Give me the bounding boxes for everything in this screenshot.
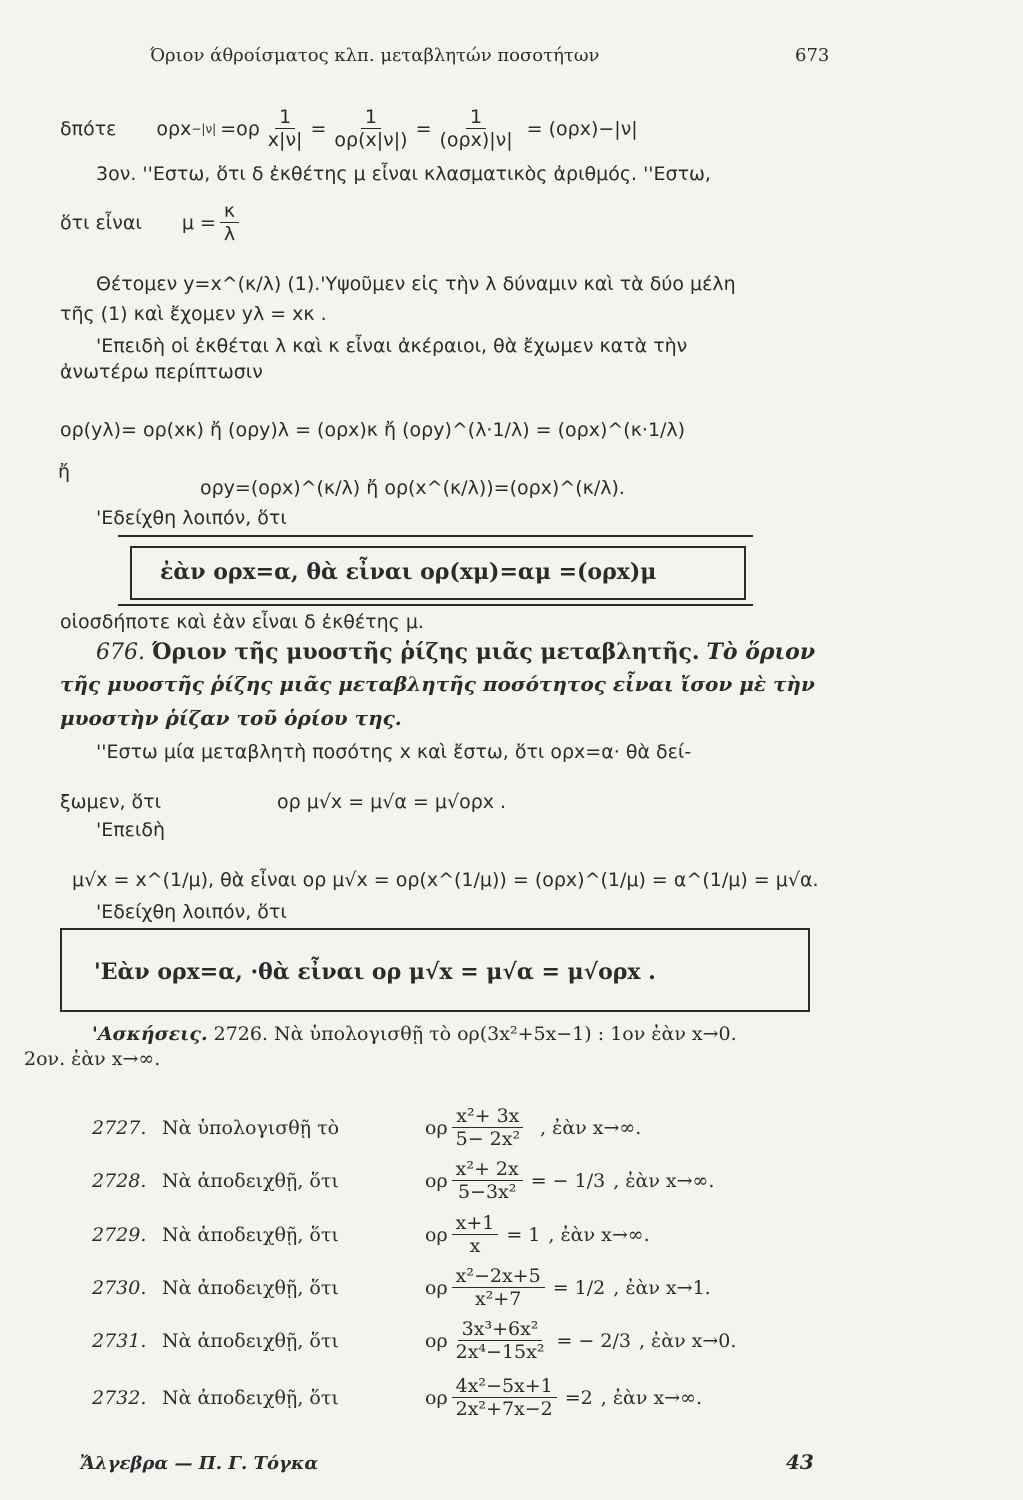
lhs-exponent: −|ν| xyxy=(191,121,217,136)
exercise-result: = − 2/3 xyxy=(556,1329,631,1352)
equation-line-1: ορ(yλ)= ορ(xκ) ἤ (ορy)λ = (ορx)κ ἤ (ορy)^(λ·1/λ) = (ορx)^(κ·1/λ) xyxy=(60,419,686,441)
limit-op: ορ xyxy=(425,1116,448,1139)
exercise-number: 2731. xyxy=(92,1329,147,1352)
since-line-1: 'Επειδὴ οἱ ἐκθέται λ καὶ κ εἶναι ἀκέραιοι, θὰ ἔχωμεν κατὰ τὴν xyxy=(96,335,688,357)
fraction-denominator: x xyxy=(469,1235,481,1257)
fraction-3: $\frac{1}{\text{(ορx)|ν|}}$ xyxy=(439,106,513,151)
fraction-numerator: 3x³+6x² xyxy=(458,1318,543,1341)
exercise-number: 2730. xyxy=(92,1276,147,1299)
statement-1: Τὸ ὅριον xyxy=(706,639,816,665)
exercise-row xyxy=(92,1158,714,1203)
rhs: = (ορx)−|ν| xyxy=(526,117,638,140)
fraction-denominator: 5− 2x² xyxy=(455,1128,521,1150)
limit-negative-power-line: δπότε ορx −|ν| =ορ $\frac{1}{x|\nu|}$ = $\frac{1}{o\rho(x|\nu|)}$ = $\frac{1}{\text{(ορx)|ν|}}$ = (ορx)−|ν| xyxy=(60,106,638,151)
exercise-fraction xyxy=(452,1212,499,1257)
exercise-2726: 2726. Νὰ ὑπολογισθῇ τὸ ορ(3x²+5x−1) : 1ον ἐὰν x→0. xyxy=(213,1023,737,1045)
exercise-row xyxy=(92,1265,711,1310)
limit-op: ορ xyxy=(425,1329,448,1352)
fraction-denominator: 2x⁴−15x² xyxy=(455,1341,545,1363)
limit-op: ορ xyxy=(425,1169,448,1192)
exercise-fraction xyxy=(452,1265,545,1310)
fraction-numerator: x²+ 3x xyxy=(452,1105,523,1128)
box1-bottom-rule xyxy=(118,604,753,606)
section-title: Όριον τῆς μυοστῆς ῥίζης μιᾶς μεταβλητῆς. xyxy=(151,639,700,665)
exercise-number: 2729. xyxy=(92,1223,147,1246)
lead-word: δπότε xyxy=(60,117,117,140)
section-number: 676. xyxy=(96,640,145,665)
exercise-verb: Νὰ ἀποδειχθῇ, ὅτι xyxy=(162,1276,339,1299)
footer-book-title: Ἄλγεβρα — Π. Γ. Τόγκα xyxy=(80,1453,319,1474)
exercise-row xyxy=(92,1318,736,1363)
statement-3: μυοστὴν ῥίζαν τοῦ ὁρίου της. xyxy=(60,706,402,730)
proved-line-2: 'Εδείχθη λοιπόν, ὅτι xyxy=(96,901,287,923)
exercise-condition: , ἐὰν x→1. xyxy=(613,1276,711,1299)
exercise-fraction xyxy=(452,1105,524,1150)
fraction-denominator: x²+7 xyxy=(474,1288,522,1310)
exercise-verb: Νὰ ἀποδειχθῇ, ὅτι xyxy=(162,1329,339,1352)
proved-line: 'Εδείχθη λοιπόν, ὅτι xyxy=(96,507,287,529)
show-equation: ορ μ√x = μ√α = μ√ορx . xyxy=(277,791,507,813)
exercise-verb: Νὰ ἀποδειχθῇ, ὅτι xyxy=(162,1386,339,1409)
running-title: Όριον άθροίσματος κλπ. μεταβλητών ποσοτήτων xyxy=(150,45,600,66)
exercise-result: = − 1/3 xyxy=(530,1169,606,1192)
exercise-condition: , ἐὰν x→∞. xyxy=(548,1223,650,1246)
exercise-number: 2732. xyxy=(92,1386,147,1409)
exercise-row xyxy=(92,1212,650,1257)
fraction-2: $\frac{1}{o\rho(x|\nu|)}$ xyxy=(334,106,408,151)
fraction-1: $\frac{1}{x|\nu|}$ xyxy=(267,106,303,151)
exercise-condition: , ἐὰν x→∞. xyxy=(540,1116,642,1139)
exercise-result: = 1 xyxy=(506,1223,541,1246)
exercise-result: = 1/2 xyxy=(552,1276,606,1299)
exercise-condition: , ἐὰν x→0. xyxy=(638,1329,737,1352)
since-line-2: ἀνωτέρω περίπτωσιν xyxy=(60,361,263,383)
exercise-verb: Νὰ ἀποδειχθῇ, ὅτι xyxy=(162,1169,339,1192)
since-word: 'Επειδὴ xyxy=(96,819,166,841)
fraction-denominator: 2x²+7x−2 xyxy=(455,1398,553,1420)
fraction-numerator: x+1 xyxy=(452,1212,499,1235)
exercises-heading: 'Ασκήσεις. xyxy=(92,1023,208,1045)
exercise-verb: Νὰ ὑπολογισθῇ τὸ xyxy=(162,1116,340,1139)
exercise-verb: Νὰ ἀποδειχθῇ, ὅτι xyxy=(162,1223,339,1246)
case3-line1: 3ον. ''Εστω, ὅτι δ ἐκθέτης μ εἶναι κλασματικὸς ἀριθμός. ''Εστω, xyxy=(96,163,711,185)
exercise-fraction xyxy=(452,1375,557,1420)
limit-op: ορ xyxy=(425,1223,448,1246)
eq-op: =ορ xyxy=(220,117,260,140)
exercise-condition: , ἐὰν x→∞. xyxy=(600,1386,702,1409)
since-equation: μ√x = x^(1/μ), θὰ εἶναι ορ μ√x = ορ(x^(1/μ)) = (ορx)^(1/μ) = α^(1/μ) = μ√α. xyxy=(72,869,819,891)
fraction-numerator: 4x²−5x+1 xyxy=(452,1375,557,1398)
fraction-numerator: x²−2x+5 xyxy=(452,1265,545,1288)
result-box-1-text: ἐὰν ορx=α, θὰ εἶναι ορ(xμ)=αμ =(ορx)μ xyxy=(160,559,657,585)
fraction-numerator: x²+ 2x xyxy=(452,1158,523,1181)
box1-top-rule xyxy=(118,535,753,537)
kappa-over-lambda: $\frac{\kappa}{\lambda}$ xyxy=(220,200,239,245)
limit-op: ορ xyxy=(425,1276,448,1299)
exercise-fraction xyxy=(452,1318,549,1363)
page-number: 673 xyxy=(795,45,830,66)
exercises-line-1 xyxy=(92,1022,737,1046)
equation-line-2: ορy=(ορx)^(κ/λ) ἤ ορ(x^(κ/λ))=(ορx)^(κ/λ). xyxy=(200,477,625,499)
statement-2: τῆς μυοστῆς ῥίζης μιᾶς μεταβλητῆς ποσότητος εἶναι ἴσον μὲ τὴν xyxy=(60,672,815,696)
case3-line2: ὅτι εἶναι μ = $\frac{\kappa}{\lambda}$ xyxy=(60,200,243,245)
lhs: ορx xyxy=(156,117,192,140)
exercise-condition: , ἐὰν x→∞. xyxy=(613,1169,715,1192)
exercise-row xyxy=(92,1105,641,1150)
exercise-2726-b: 2ον. ἐὰν x→∞. xyxy=(24,1048,161,1070)
exercise-number: 2728. xyxy=(92,1169,147,1192)
show-line: ξωμεν, ὅτι xyxy=(60,791,162,813)
after-box1: οἱοσδήποτε καὶ ἐὰν εἶναι δ ἐκθέτης μ. xyxy=(60,611,424,633)
section-676-heading xyxy=(96,640,815,665)
exercise-number: 2727. xyxy=(92,1116,147,1139)
set-line-2: τῆς (1) καὶ ἔχομεν yλ = xκ . xyxy=(60,303,327,325)
limit-op: ορ xyxy=(425,1386,448,1409)
exercise-fraction xyxy=(452,1158,523,1203)
or-word: ἤ xyxy=(58,461,71,483)
fraction-denominator: 5−3x² xyxy=(457,1181,517,1203)
set-line: Θέτομεν y=x^(κ/λ) (1).'Υψοῦμεν εἰς τὴν λ δύναμιν καὶ τὰ δύο μέλη xyxy=(96,273,736,295)
exercise-row xyxy=(92,1375,702,1420)
exercise-result: =2 xyxy=(564,1386,593,1409)
footer-signature-number: 43 xyxy=(786,1450,814,1474)
let-line: ''Εστω μία μεταβλητὴ ποσότης x καὶ ἔστω, ὅτι ορx=α· θὰ δεί- xyxy=(96,741,692,763)
result-box-2-text: 'Εὰν ορx=α, ·θὰ εἶναι ορ μ√x = μ√α = μ√ορx . xyxy=(94,959,656,985)
